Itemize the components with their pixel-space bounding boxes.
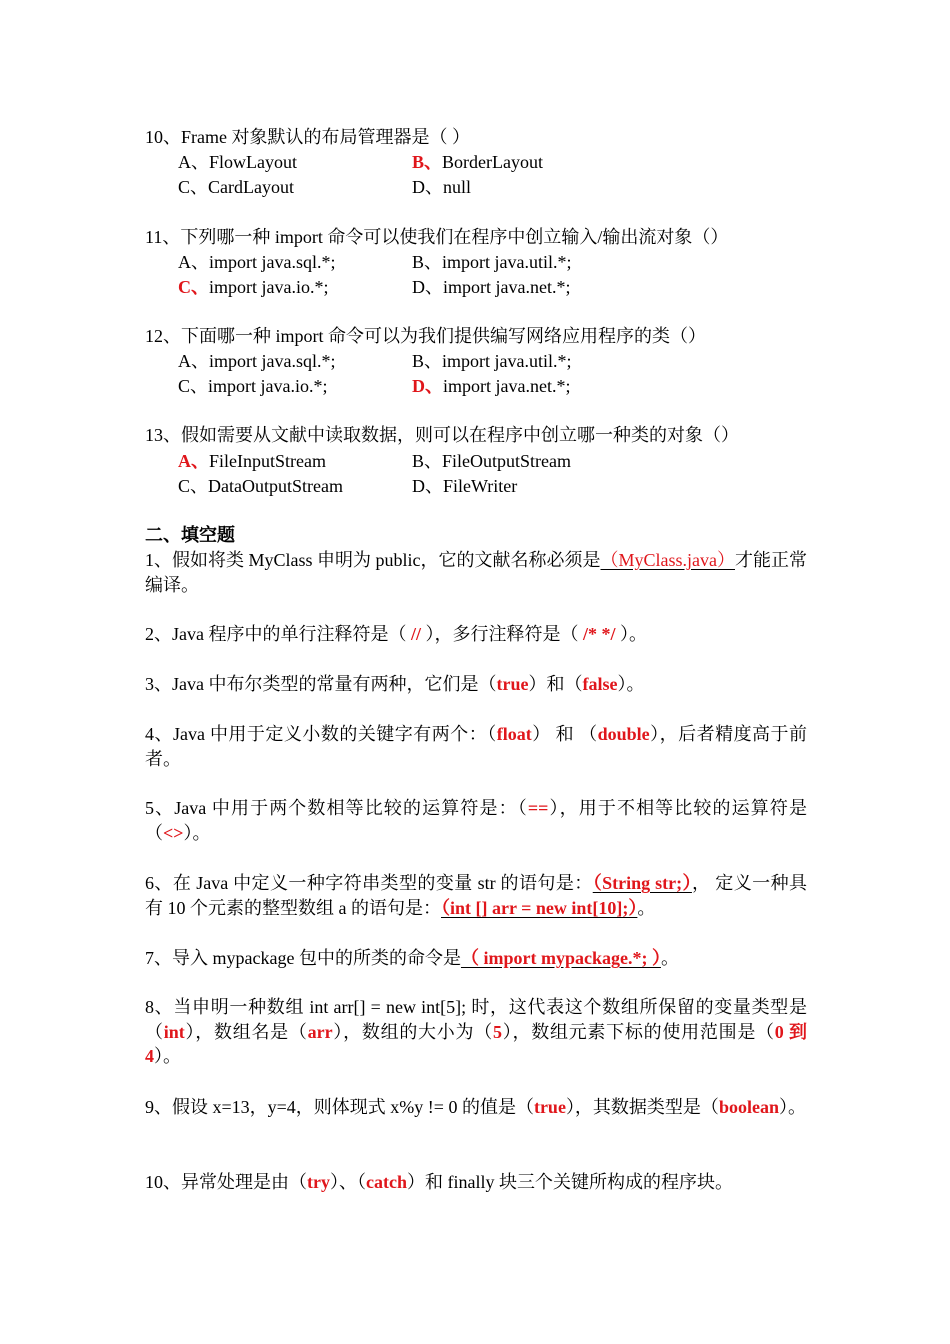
question-text: 4、Java 中用于定义小数的关键字有两个：（: [145, 724, 497, 744]
question-text: 1、假如将类 MyClass 申明为 public，它的文献名称必须是: [145, 550, 601, 570]
q10-option-d: D、null: [412, 177, 472, 197]
q12-stem: 12、下面哪一种 import 命令可以为我们提供编写网络应用程序的类（）: [145, 326, 706, 346]
question-text: 9、假设 x=13，y=4，则体现式 x%y != 0 的值是（: [145, 1097, 534, 1117]
answer: //: [410, 624, 421, 644]
q13-option-a: [178, 449, 326, 473]
q12-option-c: C、import java.io.*;: [178, 376, 328, 396]
question-text: ），数组名是（: [184, 1021, 308, 1042]
fill-7: [145, 946, 807, 971]
question-text: ），数组元素下标的使用范围是（: [502, 1021, 775, 1042]
question-text: 2、Java 程序中的单行注释符是（: [145, 624, 411, 644]
q11-option-d: D、import java.net.*;: [412, 277, 571, 297]
option-text: import java.net.*;: [443, 376, 571, 396]
answer: arr: [307, 1021, 333, 1042]
question-text: ），多行注释符是（: [421, 624, 583, 644]
q10-stem: 10、Frame 对象默认的布局管理器是（ ）: [145, 127, 470, 147]
q10-option-c: C、CardLayout: [178, 177, 294, 197]
answer: <>: [163, 822, 184, 843]
question-text: ）。: [183, 822, 211, 843]
question-text: ），用于不相等比较的运算符是（: [145, 798, 808, 843]
q11-option-b: B、import java.util.*;: [412, 252, 572, 272]
option-text: BorderLayout: [442, 152, 543, 172]
answer: try: [307, 1172, 330, 1192]
answer: 5: [493, 1021, 503, 1042]
answer: false: [582, 674, 618, 694]
fill-1: [145, 548, 807, 597]
question-text: ）、（: [329, 1172, 366, 1192]
answer: true: [496, 674, 529, 694]
answer-mark: D、: [412, 376, 443, 396]
q11-stem: 11、下列哪一种 import 命令可以使我们在程序中创立输入/输出流对象（）: [145, 227, 729, 247]
answer: （MyClass.java）: [600, 550, 735, 570]
option-text: FileInputStream: [209, 451, 326, 471]
answer: double: [597, 724, 650, 744]
answer-mark: A、: [178, 451, 209, 471]
q11-option-a: A、import java.sql.*;: [178, 252, 336, 272]
fill-9: [145, 1095, 807, 1120]
answer: ==: [527, 798, 549, 818]
question-text: ） 和 （: [531, 724, 598, 744]
question-text: ）。: [615, 624, 648, 644]
question-text: 7、导入 mypackage 包中的所类的命令是: [145, 948, 461, 968]
answer: （String str;）: [592, 873, 692, 893]
fill-3: [145, 672, 807, 697]
question-text: ），其数据类型是（: [565, 1097, 719, 1117]
question-text: ）。: [778, 1097, 806, 1117]
question-text: ）和（: [528, 674, 583, 694]
question-text: ， 定义一种具有 10 个元素的整型数组 a 的语句是：: [145, 873, 808, 918]
fill-2: [145, 622, 807, 647]
q11-option-c: [178, 275, 328, 299]
answer: /* */: [583, 624, 616, 644]
question-text: 5、Java 中用于两个数相等比较的运算符是：（: [145, 798, 528, 818]
q13-stem: 13、假如需要从文献中读取数据，则可以在程序中创立哪一种类的对象（）: [145, 425, 739, 445]
question-text: ），后者精度高于前者。: [145, 724, 808, 769]
answer: boolean: [718, 1097, 779, 1117]
q10-option-a: A、FlowLayout: [178, 152, 297, 172]
answer-mark: B、: [412, 152, 443, 172]
question-text: 。: [637, 897, 656, 918]
answer: catch: [365, 1172, 407, 1192]
q13-option-c: C、DataOutputStream: [178, 476, 343, 496]
fill-5: [145, 796, 807, 845]
question-text: ）。: [617, 674, 645, 694]
question-text: ）。: [154, 1046, 181, 1066]
answer: （ import mypackage.*; ）: [460, 948, 661, 968]
fill-6: [145, 871, 807, 920]
q13-option-b: B、FileOutputStream: [412, 451, 571, 471]
q12-option-a: A、import java.sql.*;: [178, 351, 336, 371]
question-text: 6、在 Java 中定义一种字符串类型的变量 str 的语句是：: [145, 873, 593, 893]
answer: （int [] arr = new int[10];）: [441, 897, 638, 918]
answer: true: [533, 1097, 566, 1117]
question-text: ），数组的大小为（: [332, 1021, 494, 1042]
q12-option-b: B、import java.util.*;: [412, 351, 572, 371]
q10-option-b: [412, 150, 543, 174]
answer: 0 到 4: [145, 1021, 808, 1066]
question-text: 8、当申明一种数组 int arr[] = new int[5]; 时，这代表这个数组所保留的变量类型是（: [145, 997, 807, 1042]
question-text: 才能正常编译。: [145, 550, 807, 595]
answer-mark: C、: [178, 277, 209, 297]
question-text: 3、Java 中布尔类型的常量有两种，它们是（: [145, 674, 497, 694]
question-text: ）和 finally 块三个关键所构成的程序块。: [406, 1172, 733, 1192]
answer: int: [163, 1021, 185, 1042]
fill-8: [145, 995, 807, 1069]
answer: float: [496, 724, 532, 744]
fill-4: [145, 722, 807, 771]
question-text: 10、异常处理是由（: [145, 1172, 307, 1192]
question-text: 。: [660, 948, 679, 968]
q12-option-d: [412, 374, 570, 398]
section-heading: 二、填空题: [145, 525, 235, 545]
option-text: import java.io.*;: [209, 277, 329, 297]
q13-option-d: D、FileWriter: [412, 476, 518, 496]
fill-10: [145, 1170, 807, 1195]
